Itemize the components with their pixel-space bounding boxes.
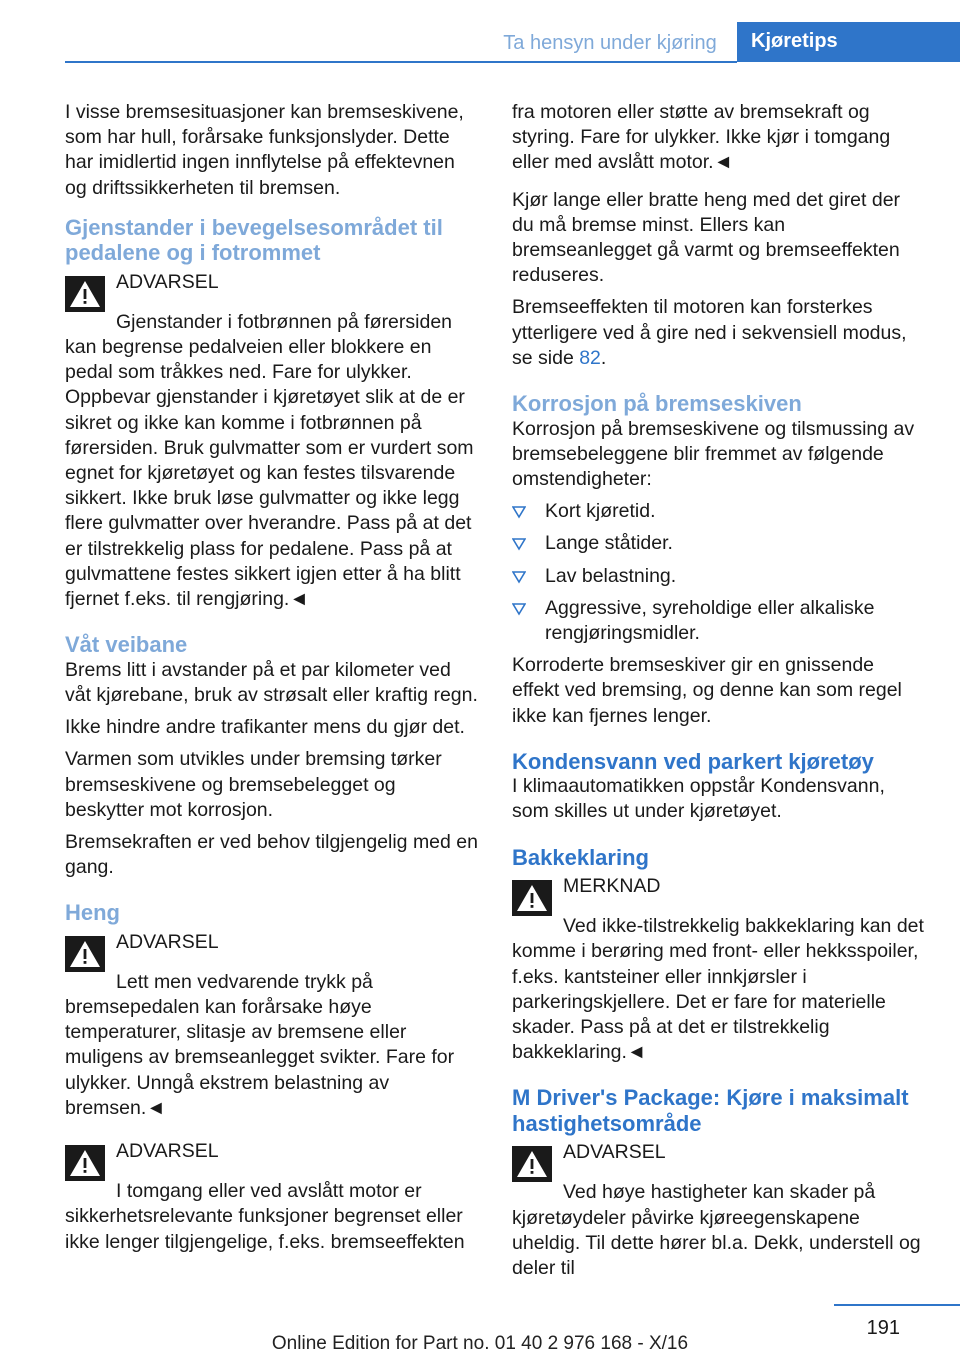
list-item [512, 564, 926, 589]
breadcrumb[interactable]: Ta hensyn under kjøring [503, 32, 717, 54]
warning-icon [65, 276, 105, 312]
warning-box [512, 1140, 926, 1281]
right-column [512, 100, 926, 1288]
paragraph: Korroderte bremseskiver gir en gnissende effekt ved bremsing, og denne kan som regel ikke kan fjernes lenger. [512, 654, 902, 727]
note-text: Ved ikke-tilstrekkelig bakkeklaring kan det komme i berøring med front- eller hekksspoiler, f.eks. kantsteiner eller innkjørsler i parkeringskjellere. Det er fare for materielle skader. Pass på at det er tilstrekkelig bakkeklaring.◄ [512, 915, 924, 1064]
triangle-bullet-icon [512, 505, 526, 519]
paragraph: fra motoren eller støtte av bremsekraft og styring. Fare for ulykker. Ikke kjør i tomgang eller med avslått motor.◄ [512, 101, 891, 174]
list-item [512, 596, 926, 646]
footer-rule [834, 1304, 960, 1306]
paragraph-text: Bremseeffekten til motoren kan forsterkes ytterligere ved å gire ned i sekvensiell modus, se side [512, 296, 907, 369]
section-heading-objects: Gjenstander i bevegelsesområdet til pedalene og i fotrommet [65, 214, 443, 266]
section-heading-ground-clearance: Bakkeklaring [512, 844, 649, 870]
warning-icon [512, 1146, 552, 1182]
paragraph: Bremsekraften er ved behov tilgjengelig med en gang. [65, 830, 478, 879]
warning-text: I tomgang eller ved avslått motor er sikkerhetsrelevante funksjoner begrenset eller ikke lenger tilgjengelige, f.eks. bremseeffekten [65, 1180, 465, 1253]
bullet-list [512, 499, 926, 646]
page-link[interactable]: 82 [579, 346, 601, 369]
paragraph: Brems litt i avstander på et par kilometer ved våt kjørebane, bruk av strøsalt eller kraftig regn. [65, 658, 478, 706]
paragraph-text: . [600, 346, 607, 369]
warning-title: ADVARSEL [116, 270, 219, 293]
list-item-text: Kort kjøretid. [545, 500, 656, 523]
paragraph: I visse bremsesituasjoner kan bremseskivene, som har hull, forårsake funksjonslyder. Dette har imidlertid ingen innflytelse på effektevnen og driftssikkerheten til bremsen. [65, 101, 464, 199]
header-rule [65, 61, 737, 63]
warning-box [65, 1139, 479, 1255]
warning-title: ADVARSEL [116, 930, 219, 953]
warning-text: Gjenstander i fotbrønnen på førersiden kan begrense pedalveien eller blokkere en pedal som tråkkes ned. Fare for ulykker. Oppbevar gjenstander i kjøretøyet slik at de er sikret og ikke kan komme i fotbrønnen på førersiden. Bruk gulvmatter som er vurdert som egnet for kjøretøyet og kan festes tilsvarende sikkert. Ikke bruk løse gulvmatter og ikke legg flere gulvmatter over hverandre. Pass på at det er tilstrekkelig plass for pedalene. Pass på at gulvmattene festes sikkert igjen etter å ha blitt fjernet f.eks. til rengjøring.◄ [65, 310, 474, 611]
warning-box [65, 930, 479, 1121]
warning-title: ADVARSEL [563, 1141, 666, 1164]
paragraph [512, 295, 926, 371]
section-heading-m-drivers-package: M Driver's Package: Kjøre i maksimalt hastighetsområde [512, 1085, 909, 1136]
warning-icon [65, 1145, 105, 1181]
paragraph: I klimaautomatikken oppstår Kondensvann, som skilles ut under kjøretøyet. [512, 775, 885, 823]
page-number: 191 [866, 1317, 900, 1339]
list-item-text: Lange ståtider. [545, 532, 673, 555]
paragraph: Korrosjon på bremseskivene og tilsmussing av bremsebeleggene blir fremmet av følgende omstendigheter: [512, 417, 915, 490]
page-header [0, 0, 960, 62]
triangle-bullet-icon [512, 570, 526, 584]
list-item-text: Aggressive, syreholdige eller alkaliske rengjøringsmidler. [545, 596, 875, 644]
warning-title: ADVARSEL [116, 1140, 219, 1163]
warning-icon [512, 880, 552, 916]
warning-icon [65, 936, 105, 972]
list-item [512, 499, 926, 524]
warning-text: Lett men vedvarende trykk på bremsepedalen kan forårsake høye temperaturer, slitasje av bremsene eller muligens av bremseanlegget svikter. Fare for ulykker. Unngå ekstrem belastning av bremsen.◄ [65, 970, 455, 1119]
triangle-bullet-icon [512, 537, 526, 551]
paragraph: Ikke hindre andre trafikanter mens du gjør det. [65, 716, 465, 739]
paragraph: Varmen som utvikles under bremsing tørker bremseskivene og bremsebelegget og beskytter mot korrosjon. [65, 748, 442, 821]
note-title: MERKNAD [563, 875, 661, 898]
edition-footer: Online Edition for Part no. 01 40 2 976 168 - X/16 [271, 1333, 689, 1354]
section-heading-slope: Heng [65, 900, 120, 926]
chapter-tab[interactable]: Kjøretips [737, 22, 960, 62]
section-heading-wet-road: Våt veibane [65, 632, 188, 658]
triangle-bullet-icon [512, 602, 526, 616]
warning-text: Ved høye hastigheter kan skader på kjøretøydeler påvirke kjøreegenskapene uheldig. Til dette hører bl.a. Dekk, understell og deler til [512, 1181, 921, 1279]
warning-box [65, 270, 479, 612]
note-box [512, 874, 926, 1065]
paragraph: Kjør lange eller bratte heng med det giret der du må bremse minst. Ellers kan bremseanlegget gå varmt og bremseeffekten reduseres. [512, 188, 901, 287]
list-item [512, 531, 926, 556]
section-heading-corrosion: Korrosjon på bremseskiven [512, 391, 802, 417]
left-column [65, 100, 479, 1262]
list-item-text: Lav belastning. [545, 564, 677, 587]
section-heading-condensation: Kondensvann ved parkert kjøretøy [512, 748, 874, 774]
